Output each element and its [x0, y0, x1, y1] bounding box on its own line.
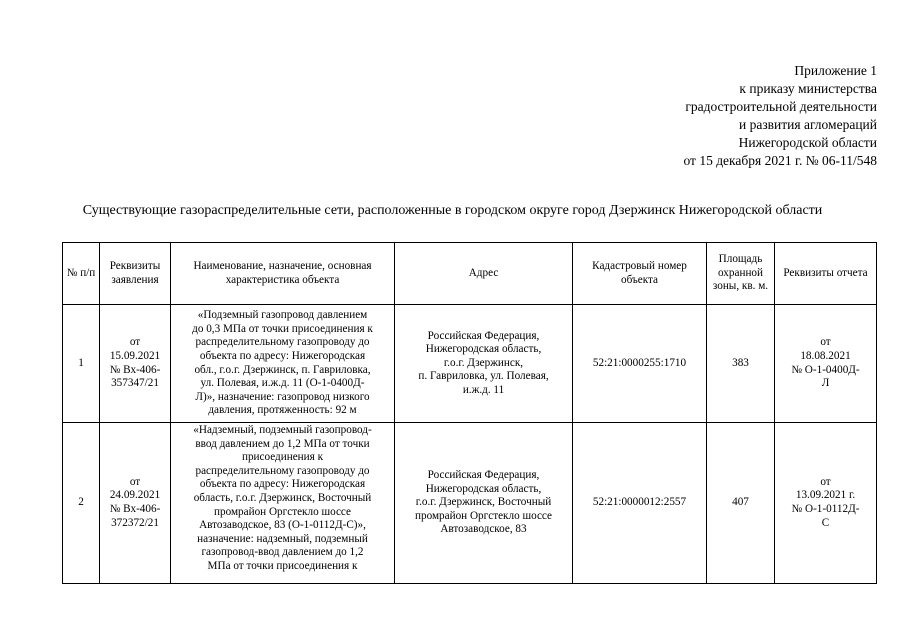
column-header: Реквизиты заявления — [100, 243, 171, 305]
column-header: Кадастровый номер объекта — [573, 243, 707, 305]
column-header: Адрес — [395, 243, 573, 305]
column-header: Реквизиты отчета — [775, 243, 877, 305]
header-line: и развития агломераций — [738, 117, 877, 132]
protection-zone-area: 407 — [707, 423, 775, 584]
object-description: «Надземный, подземный газопровод- ввод давлением до 1,2 МПа от точки присоединения к распределительному газопроводу до объекта по адресу: Нижегородская область, г.о.г. Дзержинск, Восточный промрайон Оргстекло шоссе Автозаводское, 83 (О-1-0112Д-С)», назначение: надземный, подземный газопровод-ввод давлением до 1,2 МПа от точки присоединения к — [171, 423, 395, 584]
report-details: от 18.08.2021 № О-1-0400Д- Л — [775, 305, 877, 423]
header-line: Нижегородской области — [738, 135, 877, 150]
table-header-row — [63, 243, 877, 305]
object-address: Российская Федерация, Нижегородская область, г.о.г. Дзержинск, Восточный промрайон Оргстекло шоссе Автозаводское, 83 — [395, 423, 573, 584]
report-details: от 13.09.2021 г. № О-1-0112Д- С — [775, 423, 877, 584]
table-row — [63, 305, 877, 423]
header-line: от 15 декабря 2021 г. № 06-11/548 — [683, 153, 877, 168]
document-title: Существующие газораспределительные сети, расположенные в городском округе город Дзержинск Нижегородской области — [82, 203, 823, 218]
cadastral-number: 52:21:0000255:1710 — [573, 305, 707, 423]
protection-zone-area: 383 — [707, 305, 775, 423]
header-line: к приказу министерства — [739, 81, 877, 96]
gas-network-table — [62, 242, 877, 584]
application-details: от 15.09.2021 № Вх-406- 357347/21 — [100, 305, 171, 423]
table-row — [63, 423, 877, 584]
application-details: от 24.09.2021 № Вх-406- 372372/21 — [100, 423, 171, 584]
row-number: 2 — [63, 423, 100, 584]
header-line: градостроительной деятельности — [685, 99, 877, 114]
column-header: Наименование, назначение, основная характеристика объекта — [171, 243, 395, 305]
column-header: № п/п — [63, 243, 100, 305]
cadastral-number: 52:21:0000012:2557 — [573, 423, 707, 584]
row-number: 1 — [63, 305, 100, 423]
header-line: Приложение 1 — [794, 63, 877, 78]
appendix-header — [683, 62, 877, 170]
object-description: «Подземный газопровод давлением до 0,3 МПа от точки присоединения к распределительному газопроводу до объекта по адресу: Нижегородская обл., г.о.г. Дзержинск, п. Гавриловка, ул. Полевая, и.ж.д. 11 (О-1-0400Д- Л)», назначение: газопровод низкого давления, протяженность: 92 м — [171, 305, 395, 423]
column-header: Площадь охранной зоны, кв. м. — [707, 243, 775, 305]
object-address: Российская Федерация, Нижегородская область, г.о.г. Дзержинск, п. Гавриловка, ул. Полевая, и.ж.д. 11 — [395, 305, 573, 423]
